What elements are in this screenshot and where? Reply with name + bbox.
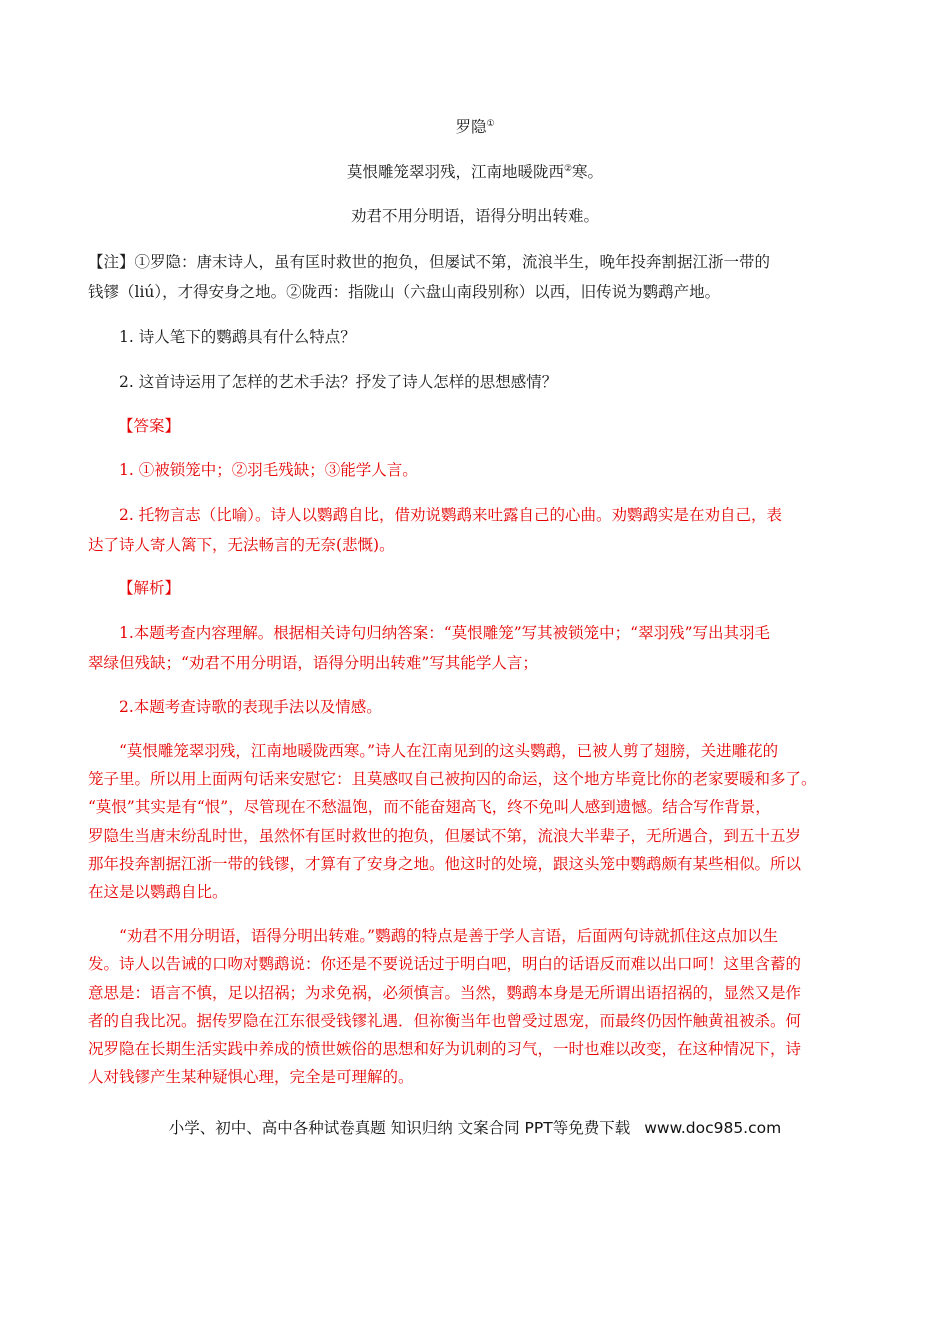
poem-author (0, 115, 950, 137)
footnote-mark-2: ② (563, 164, 573, 174)
analysis-p3-line: 那年投奔割据江浙一带的钱镠，才算有了安身之地。他这时的处境，跟这头笼中鹦鹉颇有某些相似。所以 (88, 855, 802, 873)
answer-2-line-1: 2. 托物言志（比喻）。诗人以鹦鹉自比，借劝说鹦鹉来吐露自己的心曲。劝鹦鹉实是在劝自己，表 (119, 506, 782, 524)
poem-line-2: 劝君不用分明语，语得分明出转难。 (350, 207, 599, 225)
question-1: 1. 诗人笔下的鹦鹉具有什么特点？ (119, 328, 356, 346)
note-line-1: 【注】①罗隐：唐末诗人，虽有匡时救世的抱负，但屡试不第，流浪半生，晚年投奔割据江浙一带的 (88, 253, 771, 271)
footnote-mark-1: ① (486, 119, 495, 129)
analysis-p3-line: 在这是以鹦鹉自比。 (88, 883, 228, 901)
poem-line-1 (0, 160, 950, 182)
analysis-p1-line-1: 1.本题考查内容理解。根据相关诗句归纳答案：“莫恨雕笼”写其被锁笼中；“翠羽残”写出其羽毛 (119, 624, 770, 642)
analysis-p4-line: 发。诗人以告诫的口吻对鹦鹉说：你还是不要说话过于明白吧，明白的话语反而难以出口呵！这里含蓄的 (88, 955, 802, 973)
answer-heading: 【答案】 (118, 417, 181, 435)
analysis-p4-line: “劝君不用分明语，语得分明出转难。”鹦鹉的特点是善于学人言语，后面两句诗就抓住这点加以生 (119, 927, 779, 945)
analysis-p4-line: 人对钱镠产生某种疑惧心理，完全是可理解的。 (88, 1068, 414, 1086)
answer-2-line-2: 达了诗人寄人篱下，无法畅言的无奈(悲慨)。 (88, 536, 395, 554)
author-name: 罗隐 (455, 118, 487, 136)
analysis-p3-line: “莫恨”其实是有“恨”，尽管现在不愁温饱，而不能奋翅高飞，终不免叫人感到遗憾。结合写作背景， (88, 798, 771, 816)
poem-line-1-text-a: 莫恨雕笼翠羽残，江南地暖陇西 (346, 163, 564, 181)
answer-1: 1. ①被锁笼中；②羽毛残缺；③能学人言。 (119, 461, 418, 479)
note-line-2: 钱镠（liú），才得安身之地。②陇西：指陇山（六盘山南段别称）以西，旧传说为鹦鹉产地。 (88, 283, 721, 301)
poem-line-1-text-b: 寒。 (572, 163, 604, 181)
analysis-p2: 2.本题考查诗歌的表现手法以及情感。 (119, 698, 382, 716)
analysis-heading: 【解析】 (118, 579, 181, 597)
analysis-p4-line: 意思是：语言不慎，足以招祸；为求免祸，必须慎言。当然，鹦鹉本身是无所谓出语招祸的，显然又是作 (88, 984, 802, 1002)
analysis-p4-line: 者的自我比况。据传罗隐在江东很受钱镠礼遇．但祢衡当年也曾受过恩宠，而最终仍因忤触黄祖被杀。何 (88, 1012, 802, 1030)
footer-text: 小学、初中、高中各种试卷真题 知识归纳 文案合同 PPT等免费下载 (168, 1119, 631, 1137)
analysis-p3-line: 罗隐生当唐末纷乱时世，虽然怀有匡时救世的抱负，但屡试不第，流浪大半辈子，无所遇合，到五十五岁 (88, 827, 802, 845)
analysis-p4-line: 况罗隐在长期生活实践中养成的愤世嫉俗的思想和好为讥刺的习气，一时也难以改变，在这种情况下，诗 (88, 1040, 802, 1058)
page-footer (0, 1116, 950, 1138)
analysis-p3-line: “莫恨雕笼翠羽残，江南地暖陇西寒。”诗人在江南见到的这头鹦鹉，已被人剪了翅膀，关进雕花的 (119, 742, 779, 760)
analysis-p1-line-2: 翠绿但残缺；“劝君不用分明语，语得分明出转难”写其能学人言； (88, 654, 538, 672)
footer-url-link[interactable]: www.doc985.com (644, 1119, 782, 1137)
question-2: 2. 这首诗运用了怎样的艺术手法？抒发了诗人怎样的思想感情？ (119, 373, 558, 391)
analysis-p3-line: 笼子里。所以用上面两句话来安慰它：且莫感叹自己被拘囚的命运，这个地方毕竟比你的老家要暖和多了。 (88, 770, 817, 788)
